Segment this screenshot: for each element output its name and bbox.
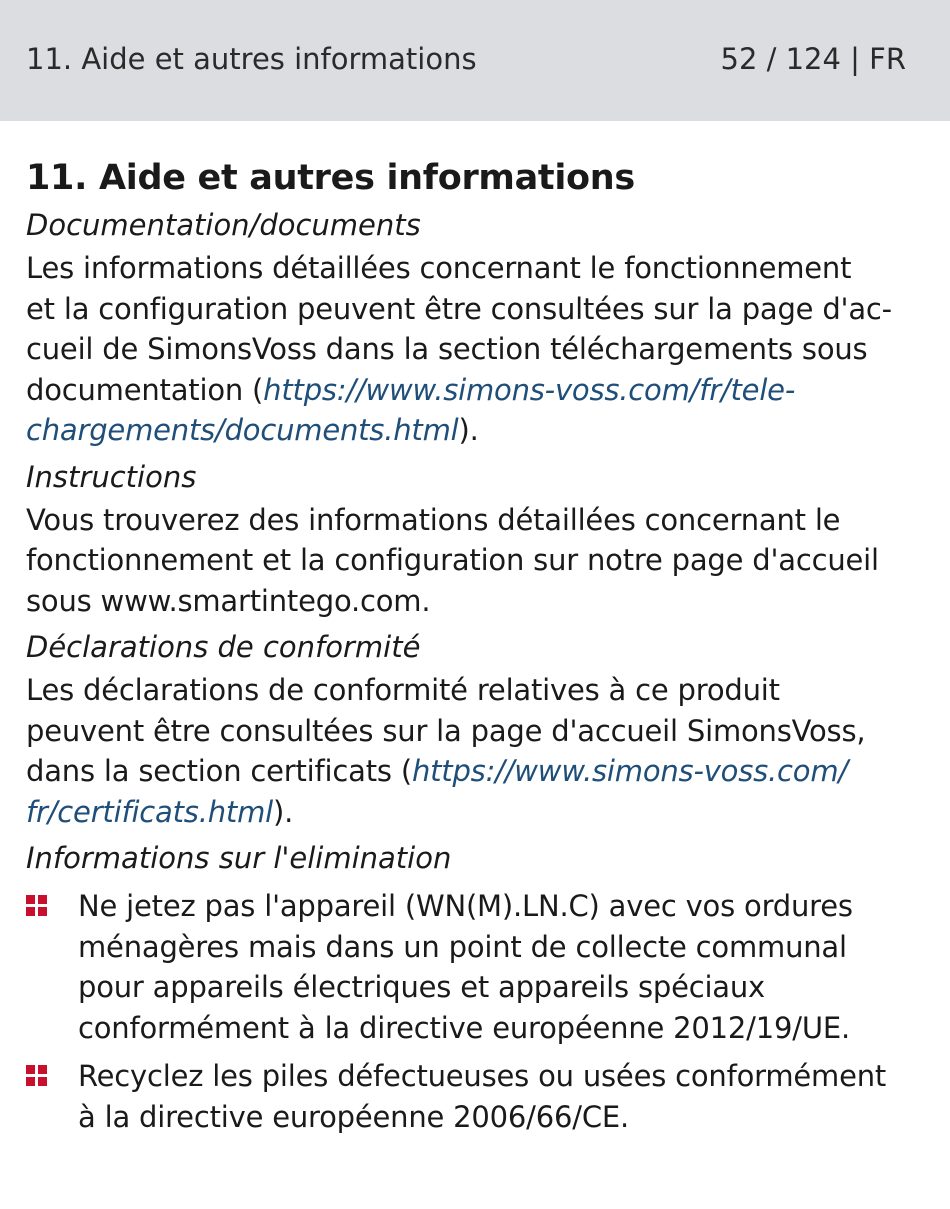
page-content xyxy=(0,157,950,1137)
header-page-info: 52 / 124 | FR xyxy=(720,41,906,76)
list-item xyxy=(26,886,910,1048)
documentation-text-line: et la configuration peuvent être consultées sur la page d'ac- xyxy=(26,291,892,326)
conformity-suffix: ). xyxy=(272,794,294,829)
documentation-text-line: documentation ( xyxy=(26,372,264,407)
list-item-line: pour appareils électriques et appareils spéciaux xyxy=(78,970,766,1004)
conformity-link-line[interactable]: fr/certificats.html xyxy=(26,794,273,829)
documentation-heading: Documentation/documents xyxy=(26,208,421,242)
list-item-line: Recyclez les piles défectueuses ou usées conformément xyxy=(78,1059,887,1093)
documentation-suffix: ). xyxy=(458,413,479,447)
list-item-line: conformément à la directive européenne 2012/19/UE. xyxy=(78,1010,850,1045)
documentation-link-line[interactable]: chargements/documents.html xyxy=(26,413,459,447)
conformity-link-line[interactable]: https://www.simons-voss.com/ xyxy=(411,754,848,788)
instructions-text-line: Vous trouverez des informations détaillées concernant le xyxy=(26,502,841,537)
conformity-text-line: peuvent être consultées sur la page d'accueil SimonsVoss, xyxy=(26,713,866,748)
documentation-link-line[interactable]: https://www.simons-voss.com/fr/tele- xyxy=(263,372,796,407)
section-title: 11. Aide et autres informations xyxy=(26,158,635,198)
red-four-square-bullet-icon xyxy=(26,1056,78,1137)
list-item-text xyxy=(78,1056,886,1137)
conformity-text xyxy=(26,670,910,832)
instructions-heading: Instructions xyxy=(26,459,197,494)
list-item xyxy=(26,1056,910,1137)
instructions-text xyxy=(26,500,910,622)
red-four-square-bullet-icon xyxy=(26,886,78,1048)
list-item-line: ménagères mais dans un point de collecte communal xyxy=(78,929,847,964)
list-item-line: Ne jetez pas l'appareil (WN(M).LN.C) avec vos ordures xyxy=(78,889,853,923)
conformity-heading: Déclarations de conformité xyxy=(26,630,421,664)
documentation-text-line: cueil de SimonsVoss dans la section téléchargements sous xyxy=(26,332,868,366)
page-header xyxy=(0,0,950,121)
documentation-text xyxy=(26,248,910,451)
disposal-list xyxy=(26,886,910,1137)
list-item-line: à la directive européenne 2006/66/CE. xyxy=(78,1099,630,1134)
disposal-heading: Informations sur l'elimination xyxy=(26,841,452,875)
conformity-text-line: Les déclarations de conformité relatives à ce produit xyxy=(26,673,780,707)
list-item-text xyxy=(78,886,853,1048)
header-section-title: 11. Aide et autres informations xyxy=(26,41,477,76)
documentation-text-line: Les informations détaillées concernant le fonctionnement xyxy=(26,251,852,285)
instructions-text-line: sous www.smartintego.com. xyxy=(26,583,431,618)
instructions-text-line: fonctionnement et la configuration sur notre page d'accueil xyxy=(26,543,879,577)
conformity-text-line: dans la section certificats ( xyxy=(26,754,412,788)
